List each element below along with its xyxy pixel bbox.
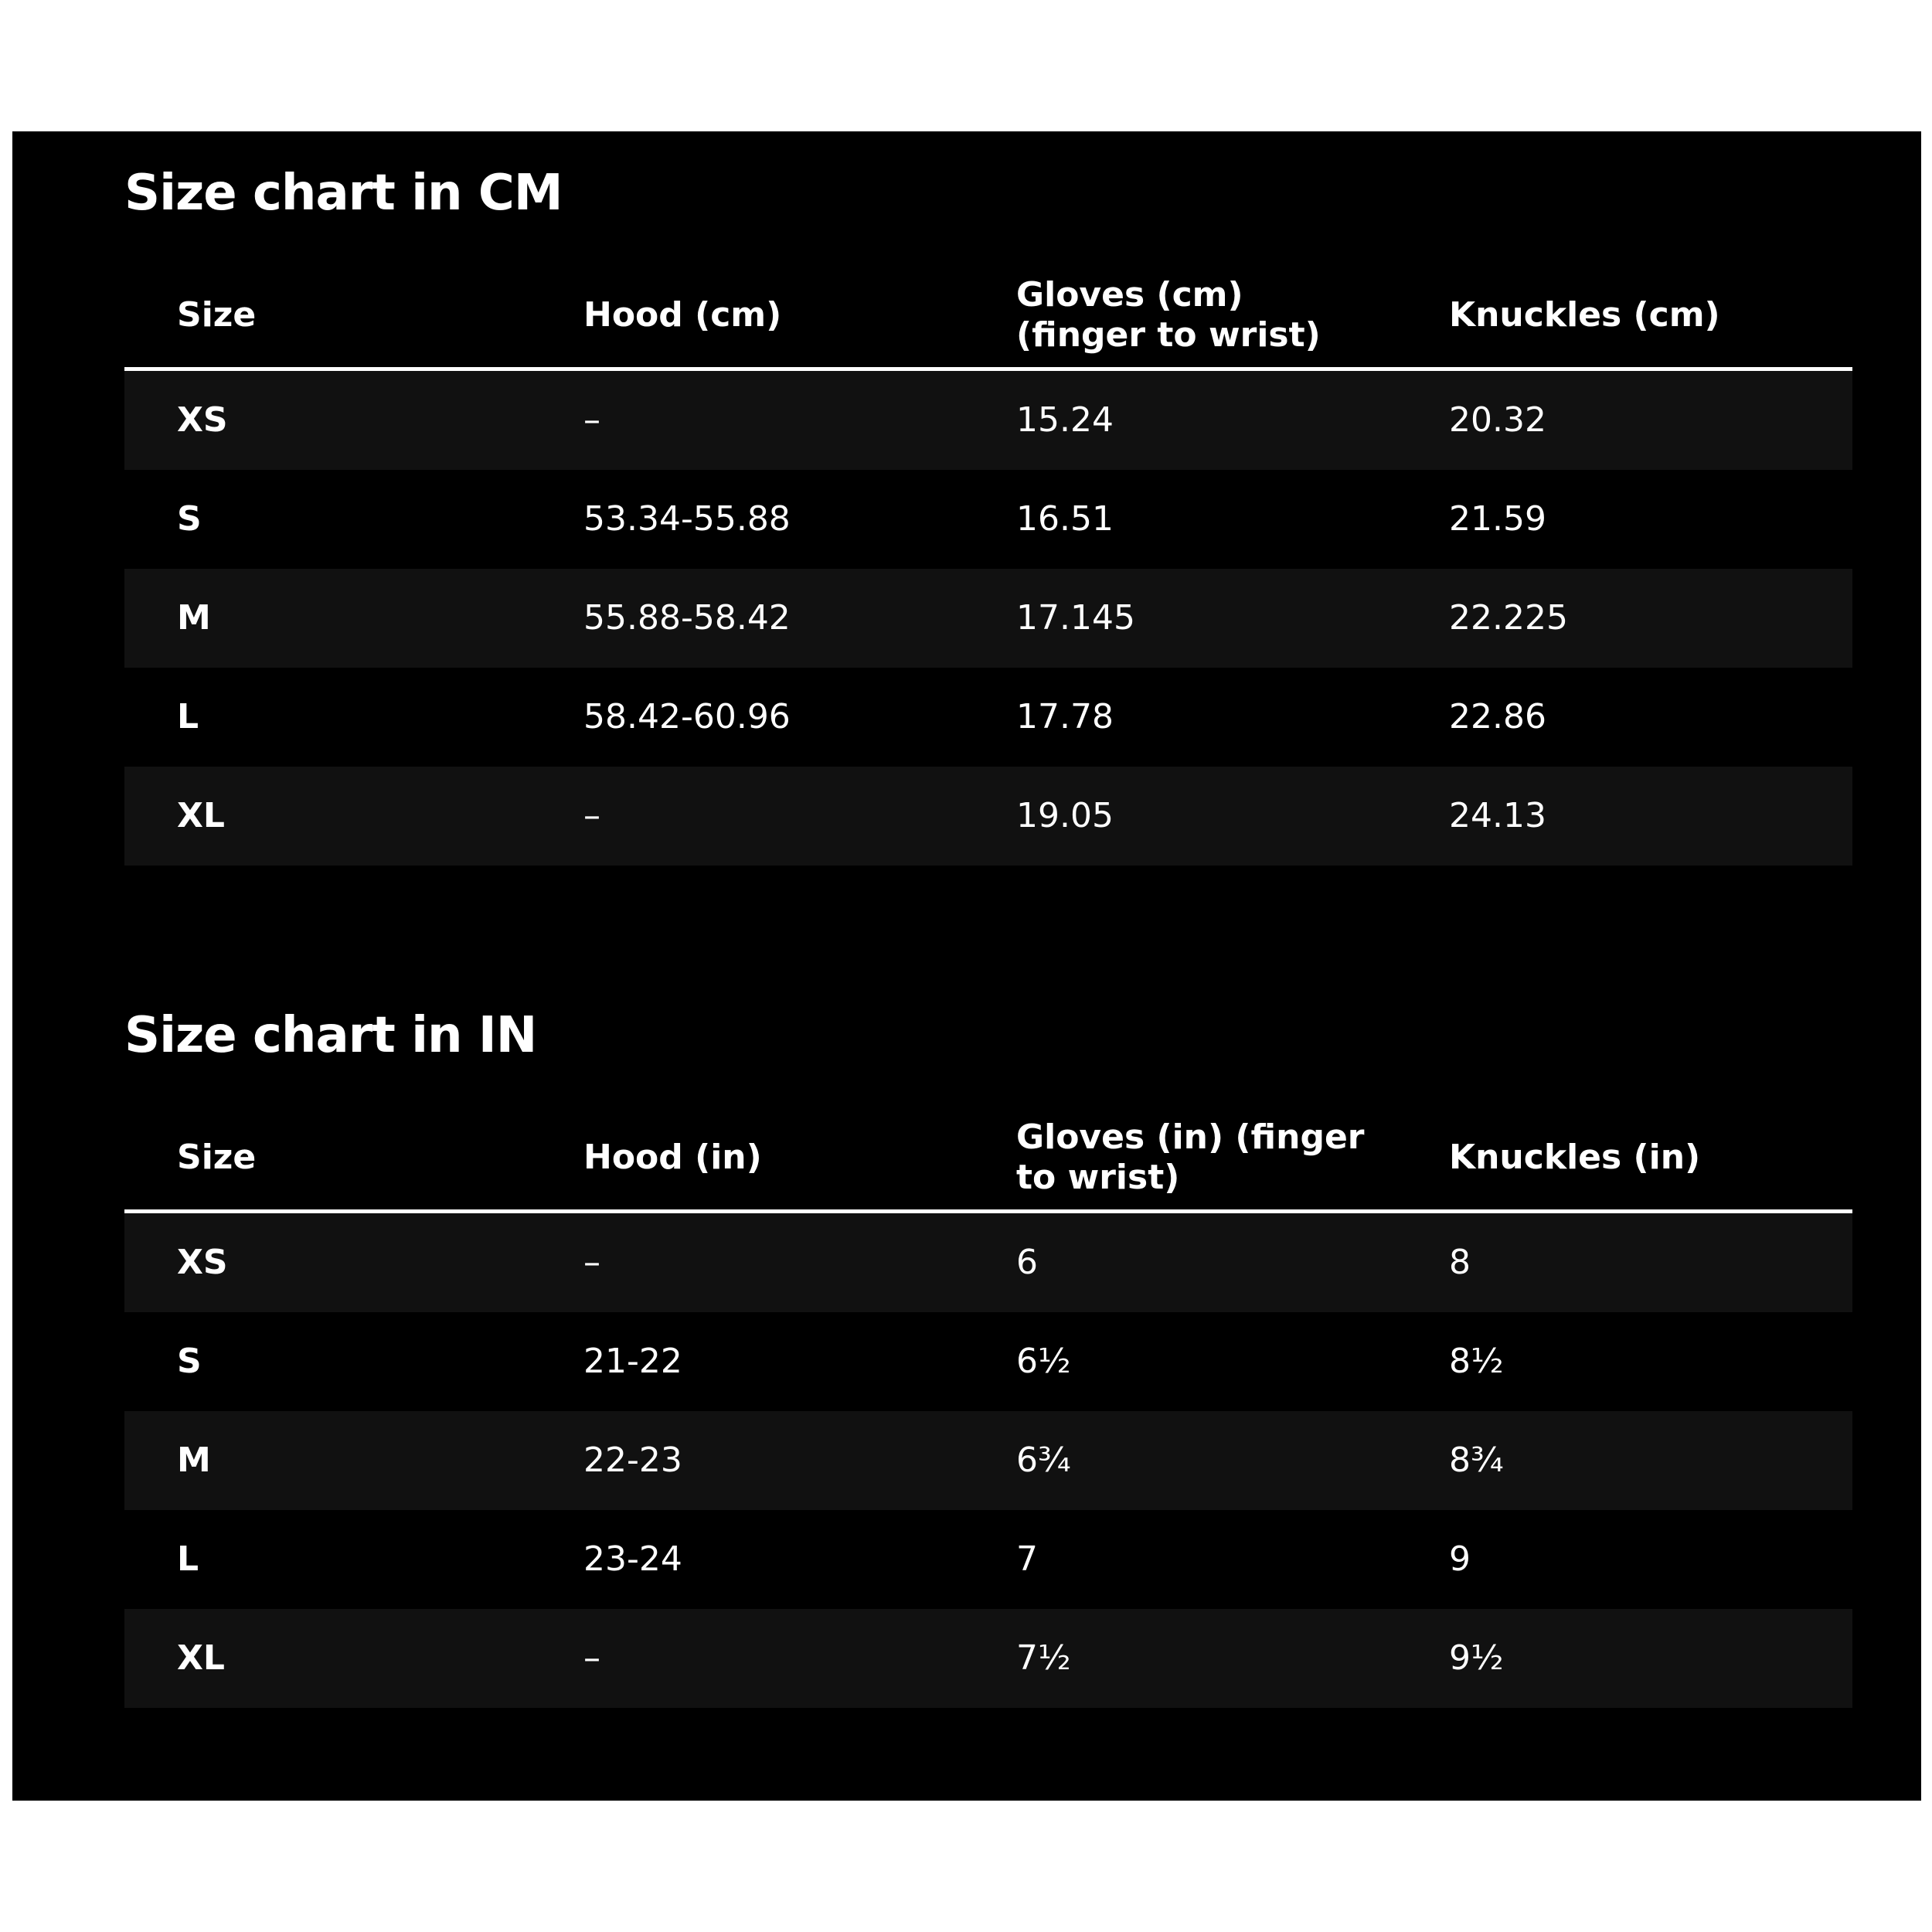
table-row bbox=[124, 1312, 1852, 1411]
gloves-cell: 7½ bbox=[1016, 1638, 1071, 1678]
gloves-cell: 6 bbox=[1016, 1243, 1038, 1282]
size-chart-cm-title: Size chart in CM bbox=[124, 165, 563, 222]
size-cell: XL bbox=[177, 796, 225, 835]
hood-cell: 22-23 bbox=[583, 1440, 682, 1480]
hood-cell: 23-24 bbox=[583, 1539, 682, 1579]
table-row bbox=[124, 1411, 1852, 1510]
gloves-cell: 6¾ bbox=[1016, 1440, 1071, 1480]
knuckles-cell: 24.13 bbox=[1449, 796, 1546, 835]
table-row bbox=[124, 1510, 1852, 1609]
table-row bbox=[124, 1213, 1852, 1312]
header-knuckles: Knuckles (cm) bbox=[1449, 294, 1720, 335]
size-cell: XL bbox=[177, 1638, 225, 1678]
header-hood: Hood (in) bbox=[583, 1137, 762, 1177]
header-knuckles: Knuckles (in) bbox=[1449, 1137, 1701, 1177]
hood-cell: 55.88-58.42 bbox=[583, 598, 791, 638]
size-chart-panel bbox=[12, 131, 1921, 1801]
knuckles-cell: 8¾ bbox=[1449, 1440, 1504, 1480]
header-hood: Hood (cm) bbox=[583, 294, 782, 335]
table-row bbox=[124, 767, 1852, 866]
size-cell: S bbox=[177, 1342, 202, 1381]
size-cell: XS bbox=[177, 400, 228, 440]
size-table-in bbox=[124, 1105, 1852, 1708]
table-row bbox=[124, 371, 1852, 470]
gloves-cell: 17.78 bbox=[1016, 697, 1114, 736]
table-row bbox=[124, 668, 1852, 767]
hood-cell: 53.34-55.88 bbox=[583, 499, 791, 539]
knuckles-cell: 8 bbox=[1449, 1243, 1471, 1282]
size-chart-cm bbox=[124, 162, 1852, 866]
header-size: Size bbox=[177, 294, 257, 335]
knuckles-cell: 22.86 bbox=[1449, 697, 1546, 736]
header-gloves: Gloves (cm) (finger to wrist) bbox=[1016, 274, 1321, 355]
size-chart-in bbox=[124, 1005, 1852, 1708]
size-chart-in-title: Size chart in IN bbox=[124, 1007, 537, 1064]
size-cell: S bbox=[177, 499, 202, 539]
size-table-cm bbox=[124, 263, 1852, 866]
hood-cell: 58.42-60.96 bbox=[583, 697, 791, 736]
hood-cell: – bbox=[583, 1243, 600, 1282]
knuckles-cell: 9 bbox=[1449, 1539, 1471, 1579]
knuckles-cell: 21.59 bbox=[1449, 499, 1546, 539]
size-cell: M bbox=[177, 1440, 211, 1480]
knuckles-cell: 9½ bbox=[1449, 1638, 1504, 1678]
hood-cell: 21-22 bbox=[583, 1342, 682, 1381]
hood-cell: – bbox=[583, 1638, 600, 1678]
gloves-cell: 17.145 bbox=[1016, 598, 1135, 638]
knuckles-cell: 8½ bbox=[1449, 1342, 1504, 1381]
table-header-row bbox=[124, 1105, 1852, 1213]
table-header-row bbox=[124, 263, 1852, 371]
table-row bbox=[124, 1609, 1852, 1708]
hood-cell: – bbox=[583, 796, 600, 835]
knuckles-cell: 20.32 bbox=[1449, 400, 1546, 440]
header-size: Size bbox=[177, 1137, 257, 1177]
table-row bbox=[124, 470, 1852, 569]
size-cell: L bbox=[177, 1539, 199, 1579]
gloves-cell: 7 bbox=[1016, 1539, 1038, 1579]
size-cell: XS bbox=[177, 1243, 228, 1282]
gloves-cell: 19.05 bbox=[1016, 796, 1114, 835]
hood-cell: – bbox=[583, 400, 600, 440]
header-gloves: Gloves (in) (finger to wrist) bbox=[1016, 1117, 1365, 1197]
gloves-cell: 6½ bbox=[1016, 1342, 1071, 1381]
size-cell: M bbox=[177, 598, 211, 638]
gloves-cell: 15.24 bbox=[1016, 400, 1114, 440]
gloves-cell: 16.51 bbox=[1016, 499, 1114, 539]
knuckles-cell: 22.225 bbox=[1449, 598, 1568, 638]
table-row bbox=[124, 569, 1852, 668]
size-cell: L bbox=[177, 697, 199, 736]
